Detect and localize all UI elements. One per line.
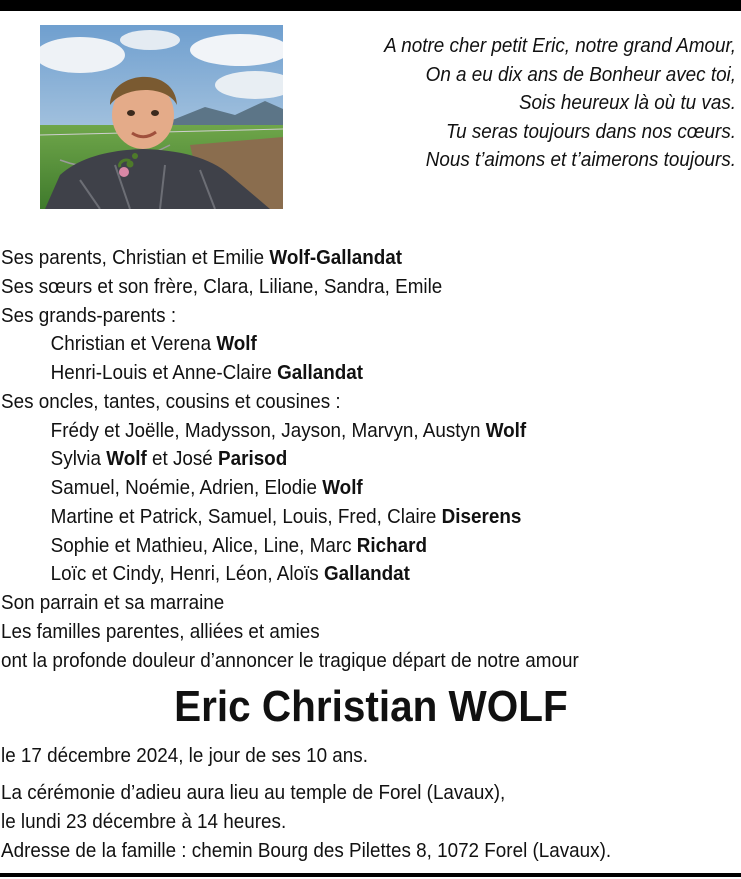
poem xyxy=(316,32,736,175)
relatives-line: Sophie et Mathieu, Alice, Line, Marc Richard xyxy=(50,533,428,557)
family-surname: Wolf xyxy=(322,476,363,499)
families-line: Les familles parentes, alliées et amies xyxy=(1,619,320,643)
deceased-name: Eric Christian WOLF xyxy=(173,682,568,731)
family-surname: Wolf xyxy=(485,418,527,442)
ceremony-line: le lundi 23 décembre à 14 heures. xyxy=(1,809,287,833)
family-surname: Wolf xyxy=(216,332,257,356)
grandparents-line: Christian et Verena Wolf xyxy=(50,332,257,356)
poem-line: A notre cher petit Eric, notre grand Amour, xyxy=(384,34,736,57)
relatives-line: Sylvia Wolf et José Parisod xyxy=(50,447,288,471)
poem-line: Nous t’aimons et t’aimerons toujours. xyxy=(425,148,736,172)
relatives-line: Loïc et Cindy, Henri, Léon, Aloïs Gallandat xyxy=(50,562,410,586)
godparents-line: Son parrain et sa marraine xyxy=(1,591,225,614)
family-surname: Richard xyxy=(356,533,428,557)
family-surname: Gallandat xyxy=(277,361,364,384)
poem-line: Tu seras toujours dans nos cœurs. xyxy=(445,119,736,143)
grandparents-label: Ses grands-parents : xyxy=(1,303,177,327)
top-rule xyxy=(0,0,741,11)
family-surname: Wolf-Gallandat xyxy=(269,246,403,269)
announcement-line: ont la profonde douleur d’annoncer le tragique départ de notre amour xyxy=(1,648,579,672)
family-surname: Parisod xyxy=(218,447,288,471)
relatives-line: Samuel, Noémie, Adrien, Elodie Wolf xyxy=(50,476,363,499)
ceremony-line: La cérémonie d’adieu aura lieu au temple de Forel (Lavaux), xyxy=(1,780,506,804)
relatives-line: Frédy et Joëlle, Madysson, Jayson, Marvyn, Austyn Wolf xyxy=(50,418,527,442)
address-line: Adresse de la famille : chemin Bourg des Pilettes 8, 1072 Forel (Lavaux). xyxy=(1,838,612,862)
relatives-line: Martine et Patrick, Samuel, Louis, Fred, Claire Diserens xyxy=(50,504,522,528)
grandparents-line: Henri-Louis et Anne-Claire Gallandat xyxy=(50,361,364,384)
portrait-photo xyxy=(40,25,283,209)
family-list xyxy=(1,244,736,675)
family-surname: Diserens xyxy=(441,504,522,528)
family-surname: Wolf xyxy=(106,447,147,471)
family-surname: Gallandat xyxy=(323,562,410,586)
parents-line: Ses parents, Christian et Emilie Wolf-Gallandat xyxy=(1,246,403,269)
details-block xyxy=(1,742,736,866)
death-date-line: le 17 décembre 2024, le jour de ses 10 ans. xyxy=(1,744,368,767)
relatives-label: Ses oncles, tantes, cousins et cousines : xyxy=(1,389,341,413)
siblings-line: Ses sœurs et son frère, Clara, Liliane, Sandra, Emile xyxy=(1,274,443,298)
poem-line: On a eu dix ans de Bonheur avec toi, xyxy=(425,62,736,86)
poem-line: Sois heureux là où tu vas. xyxy=(518,91,736,115)
bottom-rule xyxy=(0,873,741,877)
